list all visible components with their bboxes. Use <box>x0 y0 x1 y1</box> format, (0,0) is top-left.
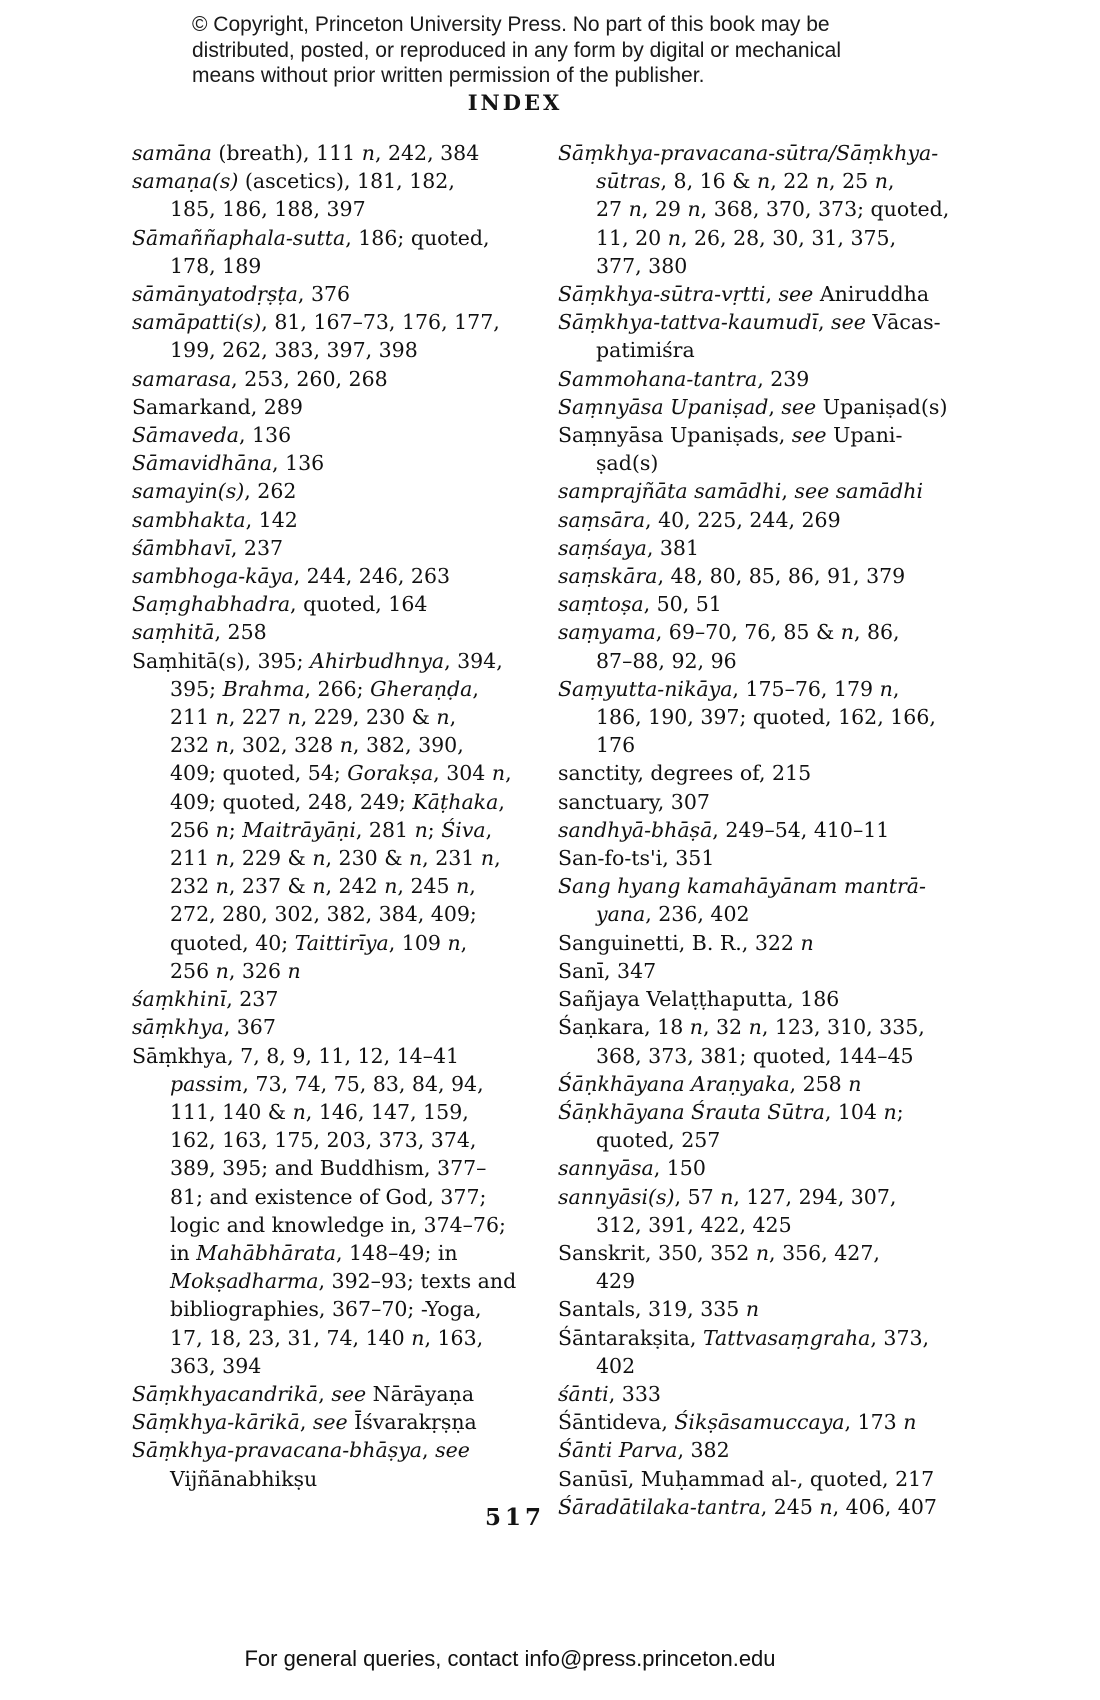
index-line: Śāṇkhāyana Śrauta Sūtra, 104 n; <box>558 1099 904 1124</box>
index-line: saṃsāra, 40, 225, 244, 269 <box>558 507 841 532</box>
index-line: samāna (breath), 111 n, 242, 384 <box>132 141 480 165</box>
index-line: Saṃnyāsa Upaniṣads, see Upani- <box>558 423 903 448</box>
index-line: 27 n, 29 n, 368, 370, 373; quoted, <box>596 197 950 222</box>
index-line: Śāṇkhāyana Araṇyaka, 258 n <box>558 1071 862 1096</box>
index-line: sannyāsa, 150 <box>558 1156 706 1181</box>
index-line: Mokṣadharma, 392–93; texts and <box>170 1269 517 1294</box>
index-line: 363, 394 <box>170 1353 262 1378</box>
index-line: Śānti Parva, 382 <box>558 1438 730 1463</box>
index-line: patimiśra <box>596 338 695 363</box>
index-line: 368, 373, 381; quoted, 144–45 <box>596 1043 914 1068</box>
page-title: INDEX <box>467 90 563 115</box>
index-line: 11, 20 n, 26, 28, 30, 31, 375, <box>596 225 897 250</box>
index-line: logic and knowledge in, 374–76; <box>170 1212 506 1237</box>
index-line: samarasa, 253, 260, 268 <box>132 366 388 391</box>
index-line: 409; quoted, 248, 249; Kāṭhaka, <box>170 789 505 814</box>
index-line: 186, 190, 397; quoted, 162, 166, <box>596 705 936 730</box>
index-line: Saṃghabhadra, quoted, 164 <box>132 592 428 617</box>
index-line: ṣad(s) <box>596 451 659 476</box>
index-line: sāṃkhya, 367 <box>132 1015 276 1040</box>
index-line: Saṃnyāsa Upaniṣad, see Upaniṣad(s) <box>558 394 948 419</box>
index-line: Sanī, 347 <box>558 958 657 983</box>
index-line: bibliographies, 367–70; -Yoga, <box>170 1297 482 1322</box>
index-line: sanctuary, 307 <box>558 789 710 814</box>
index-line: quoted, 40; Taittirīya, 109 n, <box>170 930 468 955</box>
index-line: 87–88, 92, 96 <box>596 648 737 673</box>
index-line: saṃśaya, 381 <box>558 535 699 560</box>
index-column-left <box>132 139 558 1521</box>
index-line: 211 n, 229 & n, 230 & n, 231 n, <box>170 846 501 871</box>
index-line: śānti, 333 <box>558 1381 661 1406</box>
index-line: 199, 262, 383, 397, 398 <box>170 338 418 363</box>
index-line: Santals, 319, 335 n <box>558 1297 760 1322</box>
index-line: 232 n, 237 & n, 242 n, 245 n, <box>170 874 476 899</box>
index-line: Sāṃkhya-kārikā, see Īśvarakṛṣṇa <box>132 1410 477 1435</box>
index-line: 256 n, 326 n <box>170 958 301 983</box>
index-line: 429 <box>596 1269 636 1294</box>
index-line: 111, 140 & n, 146, 147, 159, <box>170 1099 469 1124</box>
index-line: 232 n, 302, 328 n, 382, 390, <box>170 733 464 758</box>
index-line: 256 n; Maitrāyāṇi, 281 n; Śiva, <box>170 817 493 842</box>
index-line: Sammohana-tantra, 239 <box>558 366 810 391</box>
index-line: Śāntarakṣita, Tattvasaṃgraha, 373, <box>558 1325 930 1350</box>
index-line: samprajñāta samādhi, see samādhi <box>558 479 924 504</box>
index-line: quoted, 257 <box>596 1128 721 1153</box>
index-line: 178, 189 <box>170 253 262 278</box>
index-line: yana, 236, 402 <box>596 902 750 927</box>
index-line: Saṃhitā(s), 395; Ahirbudhnya, 394, <box>132 648 503 673</box>
index-line: Sāmaveda, 136 <box>132 423 292 448</box>
index-line: Sāṃkhya-pravacana-bhāṣya, see <box>132 1438 470 1463</box>
index-line: sambhoga-kāya, 244, 246, 263 <box>132 564 451 589</box>
index-line: 211 n, 227 n, 229, 230 & n, <box>170 705 457 730</box>
page-number: 517 <box>484 1504 545 1531</box>
index-line: śaṃkhinī, 237 <box>132 987 279 1012</box>
index-line: 409; quoted, 54; Gorakṣa, 304 n, <box>170 761 512 786</box>
index-line: 162, 163, 175, 203, 373, 374, <box>170 1128 477 1153</box>
copyright-line: means without prior written permission of the publisher. <box>192 64 705 87</box>
index-line: 17, 18, 23, 31, 74, 140 n, 163, <box>170 1325 484 1350</box>
index-line: Sāmavidhāna, 136 <box>132 451 325 476</box>
index-line: sannyāsi(s), 57 n, 127, 294, 307, <box>558 1184 897 1209</box>
index-line: Sāṃkhya-tattva-kaumudī, see Vācas- <box>558 310 941 335</box>
index-line: saṃtoṣa, 50, 51 <box>558 592 722 617</box>
index-line: Samarkand, 289 <box>132 394 303 419</box>
index-line: Sanūsī, Muḥammad al-, quoted, 217 <box>558 1466 935 1491</box>
index-line: sambhakta, 142 <box>132 507 298 532</box>
index-line: sandhyā-bhāṣā, 249–54, 410–11 <box>558 817 890 842</box>
index-line: samayin(s), 262 <box>132 479 297 504</box>
index-line: 389, 395; and Buddhism, 377– <box>170 1156 487 1181</box>
index-columns <box>132 139 1020 1521</box>
index-line: 312, 391, 422, 425 <box>596 1212 792 1237</box>
index-line: 402 <box>596 1353 636 1378</box>
index-line: saṃhitā, 258 <box>132 620 267 645</box>
index-line: 185, 186, 188, 397 <box>170 197 366 222</box>
index-line: San-fo-ts'i, 351 <box>558 846 715 871</box>
index-line: Sāṃkhyacandrikā, see Nārāyaṇa <box>132 1381 475 1406</box>
index-line: Sāṃkhya, 7, 8, 9, 11, 12, 14–41 <box>132 1043 460 1068</box>
index-line: 395; Brahma, 266; Gheraṇḍa, <box>170 676 479 701</box>
index-line: sāmānyatodṛṣṭa, 376 <box>132 282 351 307</box>
index-line: Saṃyutta-nikāya, 175–76, 179 n, <box>558 676 900 701</box>
index-line: 176 <box>596 733 636 758</box>
index-line: sūtras, 8, 16 & n, 22 n, 25 n, <box>596 169 895 194</box>
index-line: sanctity, degrees of, 215 <box>558 761 812 786</box>
footer-contact: For general queries, contact info@press.princeton.edu <box>244 1646 776 1671</box>
index-line: Śaṇkara, 18 n, 32 n, 123, 310, 335, <box>558 1015 925 1040</box>
index-line: Sāṃkhya-pravacana-sūtra/Sāṃkhya- <box>558 141 939 165</box>
index-line: samāpatti(s), 81, 167–73, 176, 177, <box>132 310 500 335</box>
index-line: Sāmaññaphala-sutta, 186; quoted, <box>132 225 490 250</box>
index-line: saṃyama, 69–70, 76, 85 & n, 86, <box>558 620 900 645</box>
index-line: śāmbhavī, 237 <box>132 535 284 560</box>
index-line: Sanskrit, 350, 352 n, 356, 427, <box>558 1240 880 1265</box>
index-column-right <box>558 139 1020 1521</box>
copyright-line: distributed, posted, or reproduced in any form by digital or mechanical <box>192 38 842 62</box>
index-line: passim, 73, 74, 75, 83, 84, 94, <box>170 1071 484 1096</box>
index-line: saṃskāra, 48, 80, 85, 86, 91, 379 <box>558 564 906 589</box>
index-line: Vijñānabhikṣu <box>170 1466 318 1491</box>
index-line: 272, 280, 302, 382, 384, 409; <box>170 902 477 927</box>
index-line: Sāṃkhya-sūtra-vṛtti, see Aniruddha <box>558 282 930 307</box>
index-line: 81; and existence of God, 377; <box>170 1184 487 1209</box>
index-line: Śāntideva, Śikṣāsamuccaya, 173 n <box>558 1410 917 1435</box>
copyright-line: © Copyright, Princeton University Press. No part of this book may be <box>192 13 830 36</box>
index-line: samaṇa(s) (ascetics), 181, 182, <box>132 169 455 194</box>
index-line: Sanguinetti, B. R., 322 n <box>558 930 814 955</box>
index-line: in Mahābhārata, 148–49; in <box>170 1240 458 1265</box>
copyright-notice <box>192 12 852 89</box>
index-line: Śāradātilaka-tantra, 245 n, 406, 407 <box>558 1494 937 1519</box>
index-line: Sang hyang kamahāyānam mantrā- <box>558 874 926 899</box>
index-line: 377, 380 <box>596 253 688 278</box>
index-line: Sañjaya Velaṭṭhaputta, 186 <box>558 987 840 1012</box>
